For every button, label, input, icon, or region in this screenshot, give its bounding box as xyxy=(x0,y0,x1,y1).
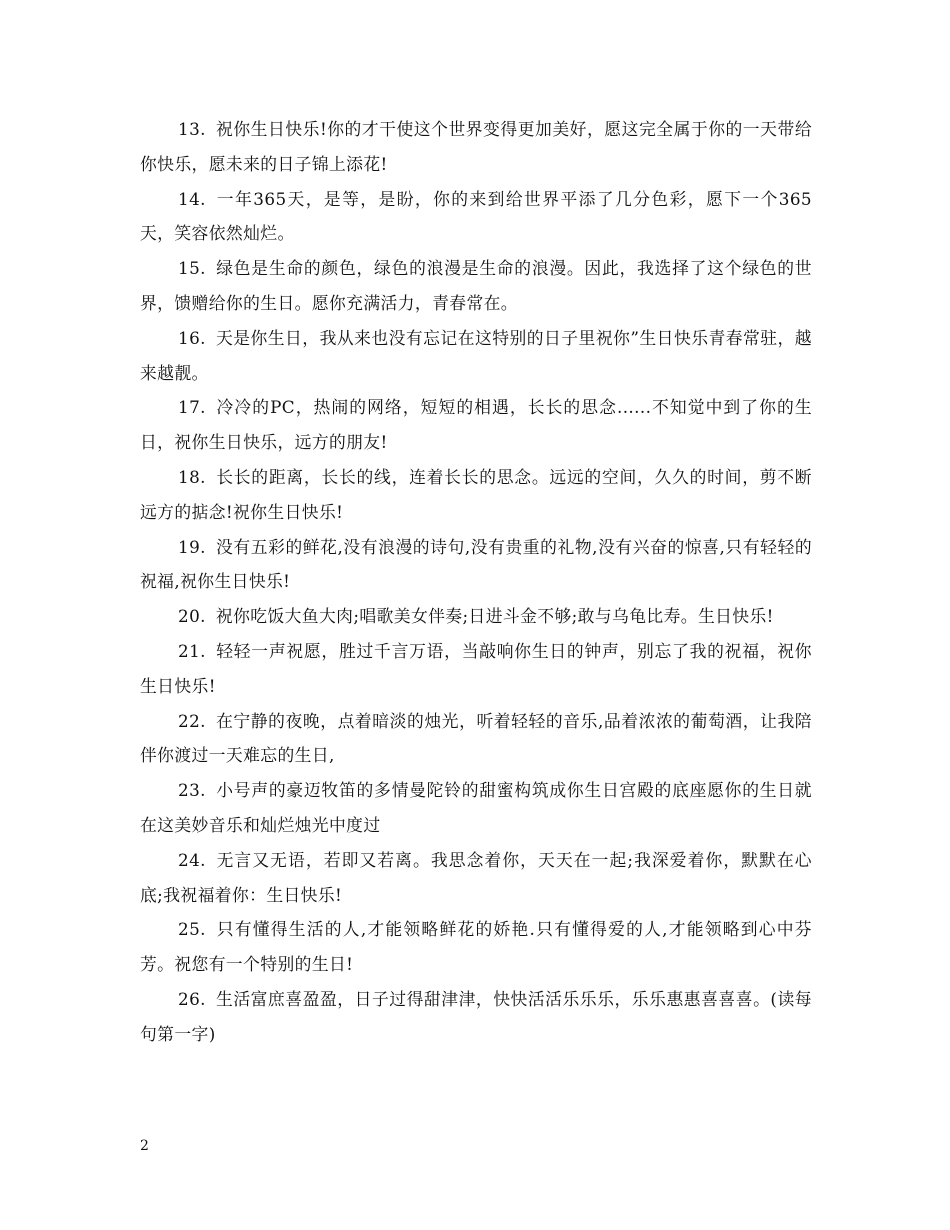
item-text: 轻轻一声祝愿，胜过千言万语，当敲响你生日的钟声，别忘了我的祝福，祝你生日快乐! xyxy=(140,640,812,696)
wishes-list xyxy=(140,112,812,1052)
item-number: 15. xyxy=(178,258,206,279)
item-number: 20. xyxy=(178,606,206,627)
wish-item-13 xyxy=(140,112,812,182)
wish-item-23 xyxy=(140,773,812,843)
item-text: 无言又无语，若即又若离。我思念着你，天天在一起;我深爱着你，默默在心底;我祝福着你：生日快乐! xyxy=(140,849,812,905)
item-number: 25. xyxy=(178,919,206,940)
item-number: 17. xyxy=(178,397,206,418)
wish-item-22 xyxy=(140,704,812,774)
wish-item-18 xyxy=(140,460,812,530)
item-number: 24. xyxy=(178,849,206,870)
item-number: 22. xyxy=(178,710,206,731)
wish-item-21 xyxy=(140,634,812,704)
item-text: 祝你吃饭大鱼大肉;唱歌美女伴奏;日进斗金不够;敢与乌龟比寿。生日快乐! xyxy=(215,606,774,627)
item-text: 一年365天，是等，是盼，你的来到给世界平添了几分色彩，愿下一个365天，笑容依然灿烂。 xyxy=(140,188,812,244)
wish-item-17 xyxy=(140,390,812,460)
wish-item-20 xyxy=(140,599,812,634)
item-text: 祝你生日快乐!你的才干使这个世界变得更加美好，愿这完全属于你的一天带给你快乐，愿未来的日子锦上添花! xyxy=(140,119,812,174)
item-text: 冷冷的PC，热闹的网络，短短的相遇，长长的思念......不知觉中到了你的生日，祝你生日快乐，远方的朋友! xyxy=(140,397,812,453)
wish-item-24 xyxy=(140,843,812,913)
item-number: 23. xyxy=(178,780,206,801)
wish-item-14 xyxy=(140,182,812,252)
wish-item-19 xyxy=(140,530,812,600)
item-text: 生活富庶喜盈盈，日子过得甜津津，快快活活乐乐乐，乐乐惠惠喜喜喜。(读每句第一字) xyxy=(140,988,812,1044)
wish-item-25 xyxy=(140,912,812,982)
item-number: 19. xyxy=(178,536,206,557)
item-number: 14. xyxy=(178,188,206,209)
wish-item-15 xyxy=(140,251,812,321)
item-text: 在宁静的夜晚，点着暗淡的烛光，听着轻轻的音乐,品着浓浓的葡萄酒，让我陪伴你渡过一天难忘的生日, xyxy=(140,710,812,766)
wish-item-26 xyxy=(140,982,812,1052)
item-text: 没有五彩的鲜花,没有浪漫的诗句,没有贵重的礼物,没有兴奋的惊喜,只有轻轻的祝福,祝你生日快乐! xyxy=(140,536,812,592)
item-text: 天是你生日，我从来也没有忘记在这特别的日子里祝你”生日快乐青春常驻，越来越靓。 xyxy=(140,327,812,383)
page-number: 2 xyxy=(140,1138,149,1154)
item-number: 21. xyxy=(178,640,206,661)
item-number: 13. xyxy=(178,119,206,139)
item-number: 16. xyxy=(178,327,206,348)
item-text: 只有懂得生活的人,才能领略鲜花的娇艳.只有懂得爱的人,才能领略到心中芬芳。祝您有一个特别的生日! xyxy=(140,919,812,975)
item-text: 绿色是生命的颜色，绿色的浪漫是生命的浪漫。因此，我选择了这个绿色的世界，馈赠给你的生日。愿你充满活力，青春常在。 xyxy=(140,258,812,313)
item-text: 小号声的豪迈牧笛的多情曼陀铃的甜蜜构筑成你生日宫殿的底座愿你的生日就在这美妙音乐和灿烂烛光中度过 xyxy=(140,780,812,835)
wish-item-16 xyxy=(140,321,812,391)
item-number: 18. xyxy=(178,466,206,487)
item-number: 26. xyxy=(178,988,206,1009)
item-text: 长长的距离，长长的线，连着长长的思念。远远的空间，久久的时间，剪不断远方的掂念!祝你生日快乐! xyxy=(140,466,812,522)
